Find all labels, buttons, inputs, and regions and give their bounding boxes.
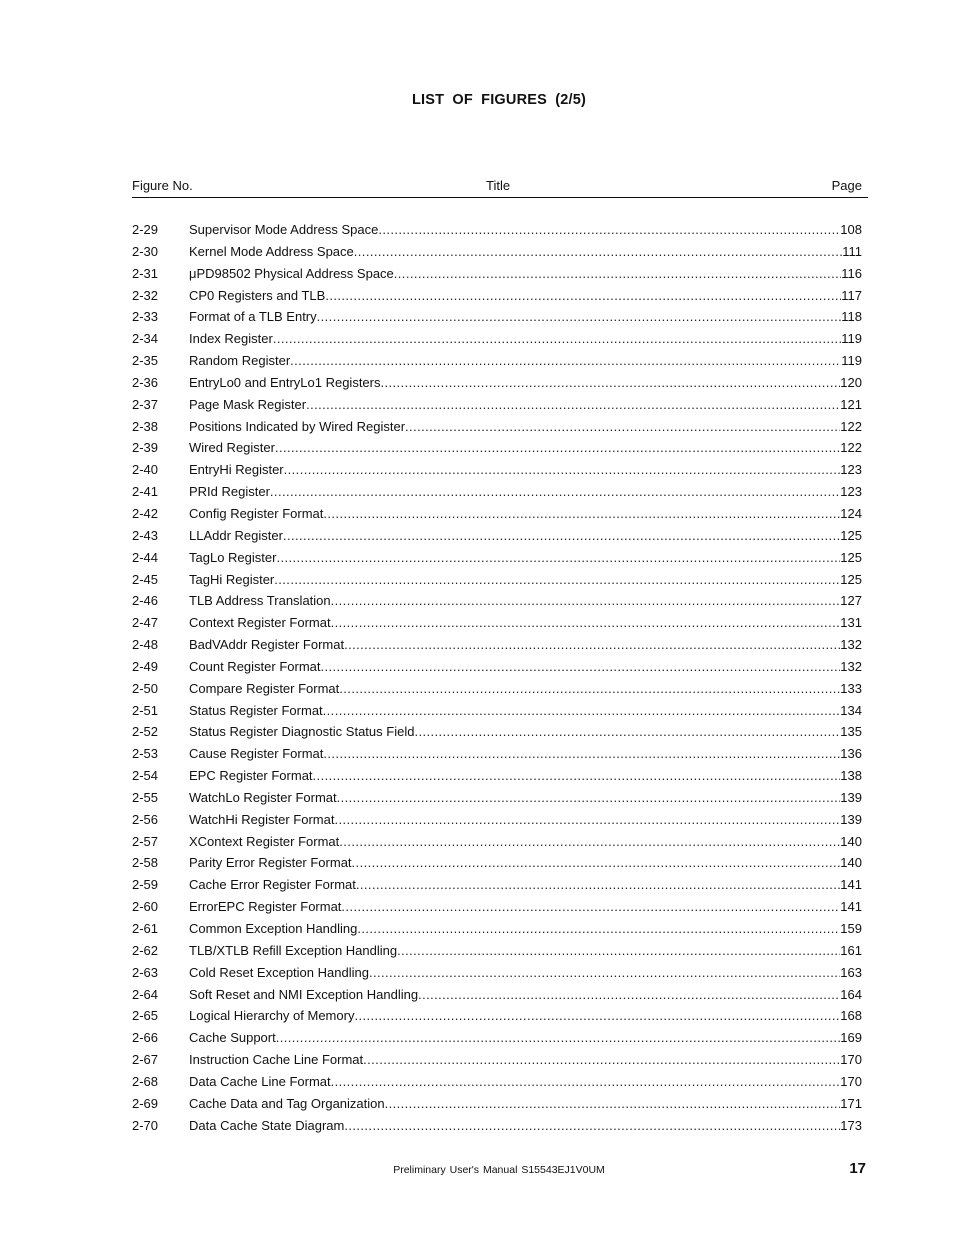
figure-page: 169 <box>840 1030 862 1046</box>
list-item <box>132 809 862 831</box>
entry-line <box>189 700 862 721</box>
entry-line <box>189 940 862 961</box>
dot-leader <box>363 1049 840 1070</box>
figure-number: 2-53 <box>132 746 159 762</box>
figure-number: 2-60 <box>132 899 159 915</box>
figure-title: Context Register Format <box>189 615 331 631</box>
figure-page: 163 <box>840 964 862 980</box>
figure-number: 2-62 <box>132 942 159 958</box>
figure-number: 2-67 <box>132 1052 159 1068</box>
list-item <box>132 1027 862 1049</box>
dot-leader <box>321 656 841 677</box>
list-item <box>132 459 862 481</box>
entry-line <box>189 1115 862 1136</box>
list-item <box>132 437 862 459</box>
list-item <box>132 1071 862 1093</box>
figure-title: Common Exception Handling <box>189 921 358 936</box>
figure-number: 2-63 <box>132 964 159 980</box>
figure-number: 2-37 <box>132 396 159 412</box>
entry-line <box>189 481 862 502</box>
entry-line <box>189 285 862 306</box>
entry-line <box>189 350 862 371</box>
entry-line <box>189 852 862 873</box>
figure-title: PRId Register <box>189 484 270 500</box>
entry-line <box>189 787 862 808</box>
list-item <box>132 263 862 285</box>
figure-number: 2-61 <box>132 921 159 936</box>
entry-line <box>189 678 862 699</box>
list-item <box>132 547 862 569</box>
entry-line <box>189 962 862 983</box>
entry-line <box>189 1027 862 1048</box>
entry-line <box>189 219 862 240</box>
dot-leader <box>397 940 840 961</box>
list-item <box>132 394 862 416</box>
list-item <box>132 1049 862 1071</box>
dot-leader <box>306 394 840 415</box>
dot-leader <box>273 328 841 349</box>
footer-manual-id: Preliminary User's Manual S15543EJ1V0UM <box>393 1164 605 1176</box>
list-item <box>132 962 862 984</box>
entry-line <box>189 416 862 437</box>
figure-title: Page Mask Register <box>189 396 307 412</box>
entry-line <box>189 634 862 655</box>
entry-line <box>189 765 862 786</box>
list-item <box>132 416 862 438</box>
figure-title: EntryHi Register <box>189 462 284 478</box>
list-item <box>132 285 862 307</box>
entry-line <box>189 1005 862 1026</box>
figure-page: 170 <box>840 1052 862 1068</box>
list-item <box>132 1115 862 1137</box>
dot-leader <box>283 525 840 546</box>
figure-page: 161 <box>840 942 862 958</box>
figure-title: Cause Register Format <box>189 746 324 762</box>
header-page: Page <box>831 178 862 193</box>
dot-leader <box>354 241 842 262</box>
dot-leader <box>323 700 841 721</box>
entry-line <box>189 569 862 590</box>
entry-line <box>189 918 862 939</box>
figure-title: LLAddr Register <box>189 527 283 543</box>
figure-number: 2-69 <box>132 1095 159 1111</box>
figure-page: 159 <box>840 921 862 936</box>
figure-page: 121 <box>840 396 862 412</box>
list-item <box>132 918 862 940</box>
dot-leader <box>331 1071 841 1092</box>
list-item <box>132 721 862 743</box>
list-item <box>132 874 862 896</box>
figure-title: Logical Hierarchy of Memory <box>189 1008 355 1024</box>
figure-title: Cache Error Register Format <box>189 877 356 893</box>
dot-leader <box>276 547 840 568</box>
list-item <box>132 896 862 918</box>
figure-page: 122 <box>840 440 862 456</box>
entry-line <box>189 263 862 284</box>
figure-page: 168 <box>840 1008 862 1024</box>
figure-number: 2-43 <box>132 527 159 543</box>
figure-number: 2-59 <box>132 877 159 893</box>
figure-title: WatchLo Register Format <box>189 789 337 805</box>
list-item <box>132 241 862 263</box>
list-item <box>132 787 862 809</box>
dot-leader <box>331 612 841 633</box>
dot-leader <box>357 918 840 939</box>
dot-leader <box>405 416 840 437</box>
figure-page: 139 <box>840 789 862 805</box>
entry-line <box>189 809 862 830</box>
figure-title: Cache Support <box>189 1030 276 1046</box>
entry-line <box>189 503 862 524</box>
figure-page: 164 <box>840 986 862 1002</box>
figure-number: 2-42 <box>132 505 159 521</box>
header-figure-no: Figure No. <box>132 178 193 193</box>
figure-title: Random Register <box>189 353 291 369</box>
figure-title: TLB/XTLB Refill Exception Handling <box>189 942 398 958</box>
figure-title: Config Register Format <box>189 505 324 521</box>
entry-line <box>189 1049 862 1070</box>
figure-title: TagLo Register <box>189 549 277 565</box>
figure-page: 140 <box>840 833 862 849</box>
figure-page: 122 <box>840 418 862 434</box>
dot-leader <box>354 1005 840 1026</box>
figure-number: 2-31 <box>132 265 159 281</box>
list-item <box>132 219 862 241</box>
dot-leader <box>344 1115 840 1136</box>
list-item <box>132 590 862 612</box>
figure-number: 2-51 <box>132 702 159 718</box>
dot-leader <box>352 852 841 873</box>
figure-number: 2-66 <box>132 1030 159 1046</box>
dot-leader <box>339 678 840 699</box>
figure-page: 120 <box>840 374 862 390</box>
dot-leader <box>317 306 842 327</box>
figure-page: 111 <box>842 243 862 259</box>
figure-number: 2-54 <box>132 768 159 784</box>
list-item <box>132 940 862 962</box>
figure-number: 2-49 <box>132 658 159 674</box>
list-item <box>132 765 862 787</box>
figure-title: Soft Reset and NMI Exception Handling <box>189 986 419 1002</box>
figure-number: 2-50 <box>132 680 159 696</box>
list-item <box>132 1093 862 1115</box>
dot-leader <box>337 787 841 808</box>
entry-line <box>189 241 862 262</box>
entry-line <box>189 547 862 568</box>
dot-leader <box>378 219 840 240</box>
list-item <box>132 743 862 765</box>
figure-number: 2-34 <box>132 331 159 347</box>
dot-leader <box>414 721 840 742</box>
entry-line <box>189 590 862 611</box>
list-item <box>132 350 862 372</box>
list-item <box>132 634 862 656</box>
figure-page: 116 <box>841 265 862 281</box>
list-item <box>132 569 862 591</box>
dot-leader <box>341 896 840 917</box>
list-item <box>132 503 862 525</box>
figure-number: 2-68 <box>132 1073 159 1089</box>
figure-page: 141 <box>840 899 862 915</box>
figure-title: Data Cache State Diagram <box>189 1117 345 1133</box>
figure-title: Compare Register Format <box>189 680 340 696</box>
figure-page: 131 <box>840 615 862 631</box>
list-item <box>132 678 862 700</box>
figure-title: Count Register Format <box>189 658 321 674</box>
list-item <box>132 525 862 547</box>
dot-leader <box>274 569 840 590</box>
figure-page: 138 <box>840 768 862 784</box>
figure-number: 2-56 <box>132 811 159 827</box>
figure-number: 2-65 <box>132 1008 159 1024</box>
dot-leader <box>418 984 840 1005</box>
figure-title: μPD98502 Physical Address Space <box>189 265 394 281</box>
page-title: LIST OF FIGURES (2/5) <box>411 92 587 108</box>
figure-page: 139 <box>840 811 862 827</box>
figure-number: 2-32 <box>132 287 159 303</box>
dot-leader <box>331 590 841 611</box>
header-title: Title <box>486 178 511 193</box>
list-item <box>132 1005 862 1027</box>
dot-leader <box>334 809 840 830</box>
list-item <box>132 372 862 394</box>
figure-number: 2-45 <box>132 571 159 587</box>
entry-line <box>189 372 862 393</box>
figure-title: TagHi Register <box>189 571 275 587</box>
dot-leader <box>344 634 840 655</box>
figure-page: 123 <box>840 462 862 478</box>
figure-page: 132 <box>840 637 862 653</box>
dot-leader <box>381 372 841 393</box>
figure-number: 2-33 <box>132 309 159 325</box>
entry-line <box>189 612 862 633</box>
dot-leader <box>313 765 841 786</box>
entry-line <box>189 525 862 546</box>
dot-leader <box>290 350 841 371</box>
list-item <box>132 328 862 350</box>
figure-title: CP0 Registers and TLB <box>189 287 326 303</box>
dot-leader <box>323 743 840 764</box>
list-item <box>132 481 862 503</box>
figure-title: Index Register <box>189 331 273 347</box>
entry-line <box>189 306 862 327</box>
figure-title: Parity Error Register Format <box>189 855 352 871</box>
figure-title: TLB Address Translation <box>189 593 331 609</box>
entry-line <box>189 656 862 677</box>
entry-line <box>189 721 862 742</box>
figure-number: 2-41 <box>132 484 159 500</box>
list-item <box>132 612 862 634</box>
dot-leader <box>323 503 840 524</box>
figure-list <box>132 219 862 1136</box>
figure-number: 2-38 <box>132 418 159 434</box>
figure-number: 2-57 <box>132 833 159 849</box>
figure-title: XContext Register Format <box>189 833 340 849</box>
dot-leader <box>275 437 840 458</box>
dot-leader <box>394 263 841 284</box>
dot-leader <box>284 459 841 480</box>
figure-page: 141 <box>840 877 862 893</box>
figure-title: Cache Data and Tag Organization <box>189 1095 385 1111</box>
figure-title: Format of a TLB Entry <box>189 309 317 325</box>
figure-number: 2-52 <box>132 724 159 740</box>
list-item <box>132 656 862 678</box>
list-item <box>132 831 862 853</box>
dot-leader <box>276 1027 841 1048</box>
figure-page: 108 <box>840 222 862 237</box>
dot-leader <box>270 481 840 502</box>
figure-title: EntryLo0 and EntryLo1 Registers <box>189 374 381 390</box>
figure-number: 2-30 <box>132 243 159 259</box>
list-item <box>132 984 862 1006</box>
figure-page: 170 <box>840 1073 862 1089</box>
figure-page: 125 <box>840 549 862 565</box>
dot-leader <box>385 1093 841 1114</box>
entry-line <box>189 394 862 415</box>
figure-title: Status Register Format <box>189 702 323 718</box>
footer-page-number: 17 <box>849 1160 866 1177</box>
entry-line <box>189 437 862 458</box>
entry-line <box>189 328 862 349</box>
figure-number: 2-39 <box>132 440 159 456</box>
dot-leader <box>339 831 840 852</box>
list-item <box>132 700 862 722</box>
figure-page: 123 <box>840 484 862 500</box>
entry-line <box>189 896 862 917</box>
dot-leader <box>369 962 840 983</box>
figure-number: 2-36 <box>132 374 159 390</box>
entry-line <box>189 459 862 480</box>
entry-line <box>189 984 862 1005</box>
figure-number: 2-35 <box>132 353 159 369</box>
figure-page: 119 <box>841 331 862 347</box>
figure-page: 117 <box>841 287 862 303</box>
entry-line <box>189 1071 862 1092</box>
figure-page: 125 <box>840 571 862 587</box>
table-header <box>132 178 868 198</box>
figure-page: 119 <box>841 353 862 369</box>
entry-line <box>189 874 862 895</box>
figure-title: Status Register Diagnostic Status Field <box>189 724 415 740</box>
figure-page: 140 <box>840 855 862 871</box>
figure-title: Supervisor Mode Address Space <box>189 222 379 237</box>
figure-page: 135 <box>840 724 862 740</box>
figure-number: 2-29 <box>132 222 159 237</box>
figure-number: 2-46 <box>132 593 159 609</box>
figure-page: 173 <box>840 1117 862 1133</box>
figure-title: Kernel Mode Address Space <box>189 243 354 259</box>
figure-number: 2-48 <box>132 637 159 653</box>
figure-title: Wired Register <box>189 440 275 456</box>
list-item <box>132 306 862 328</box>
figure-page: 118 <box>841 309 862 325</box>
figure-number: 2-64 <box>132 986 159 1002</box>
dot-leader <box>356 874 840 895</box>
entry-line <box>189 831 862 852</box>
list-item <box>132 852 862 874</box>
figure-page: 132 <box>840 658 862 674</box>
figure-page: 136 <box>840 746 862 762</box>
figure-number: 2-44 <box>132 549 159 565</box>
figure-page: 171 <box>840 1095 862 1111</box>
figure-page: 127 <box>840 593 862 609</box>
figure-page: 125 <box>840 527 862 543</box>
figure-title: WatchHi Register Format <box>189 811 335 827</box>
figure-number: 2-70 <box>132 1117 159 1133</box>
figure-title: EPC Register Format <box>189 768 313 784</box>
figure-number: 2-47 <box>132 615 159 631</box>
dot-leader <box>325 285 841 306</box>
figure-number: 2-55 <box>132 789 159 805</box>
figure-page: 133 <box>840 680 862 696</box>
figure-number: 2-40 <box>132 462 159 478</box>
figure-title: Instruction Cache Line Format <box>189 1052 364 1068</box>
figure-title: Positions Indicated by Wired Register <box>189 418 406 434</box>
entry-line <box>189 1093 862 1114</box>
figure-page: 124 <box>840 505 862 521</box>
figure-page: 134 <box>840 702 862 718</box>
figure-title: Data Cache Line Format <box>189 1073 331 1089</box>
figure-title: BadVAddr Register Format <box>189 637 345 653</box>
figure-number: 2-58 <box>132 855 159 871</box>
figure-title: Cold Reset Exception Handling <box>189 964 369 980</box>
figure-title: ErrorEPC Register Format <box>189 899 342 915</box>
entry-line <box>189 743 862 764</box>
